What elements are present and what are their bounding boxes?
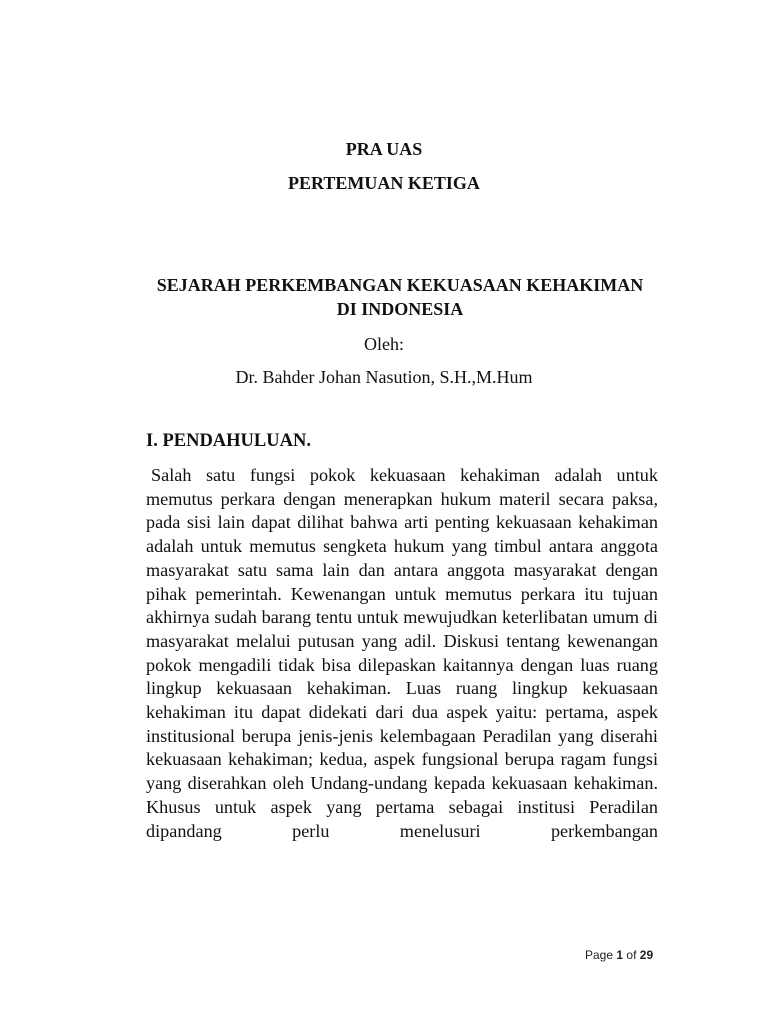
page-total: 29: [639, 948, 654, 962]
author-name: Dr. Bahder Johan Nasution, S.H.,M.Hum: [235, 367, 533, 387]
by-label: Oleh:: [364, 334, 404, 354]
of-word: of: [626, 948, 637, 962]
section-title: I. PENDAHULUAN.: [146, 431, 311, 451]
document-title: SEJARAH PERKEMBANGAN KEKUASAAN KEHAKIMAN DI INDONESIA: [156, 275, 644, 319]
page-footer: [585, 948, 653, 962]
heading-line-1: PRA UAS: [345, 139, 423, 159]
page-word: Page: [585, 948, 614, 962]
heading-line-2: PERTEMUAN KETIGA: [288, 173, 480, 193]
body-paragraph: Salah satu fungsi pokok kekuasaan kehakiman adalah untuk memutus perkara dengan menerapkan hukum materil secara paksa, pada sisi lain dapat dilihat bahwa arti penting kekuasaan kehakiman adalah untuk memutus sengketa hukum yang timbul antara anggota masyarakat satu sama lain dan antara anggota masyarakat dengan pihak pemerintah. Kewenangan untuk memutus perkara itu tujuan akhirnya sudah barang tentu untuk mewujudkan keterlibatan umum di masyarakat melalui putusan yang adil. Diskusi tentang kewenangan pokok mengadili tidak bisa dilepaskan kaitannya dengan luas ruang lingkup kekuasaan kehakiman. Luas ruang lingkup kekuasaan kehakiman itu dapat didekati dari dua aspek yaitu: pertama, aspek institusional berupa jenis-jenis kelembagaan Peradilan yang diserahi kekuasaan kehakiman; kedua, aspek fungsional berupa ragam fungsi yang diserahkan oleh Undang-undang kepada kekuasaan kehakiman. Khusus untuk aspek yang pertama sebagai institusi Peradilan dipandang perlu menelusuri perkembangan: [146, 465, 658, 841]
page-current: 1: [616, 948, 624, 962]
